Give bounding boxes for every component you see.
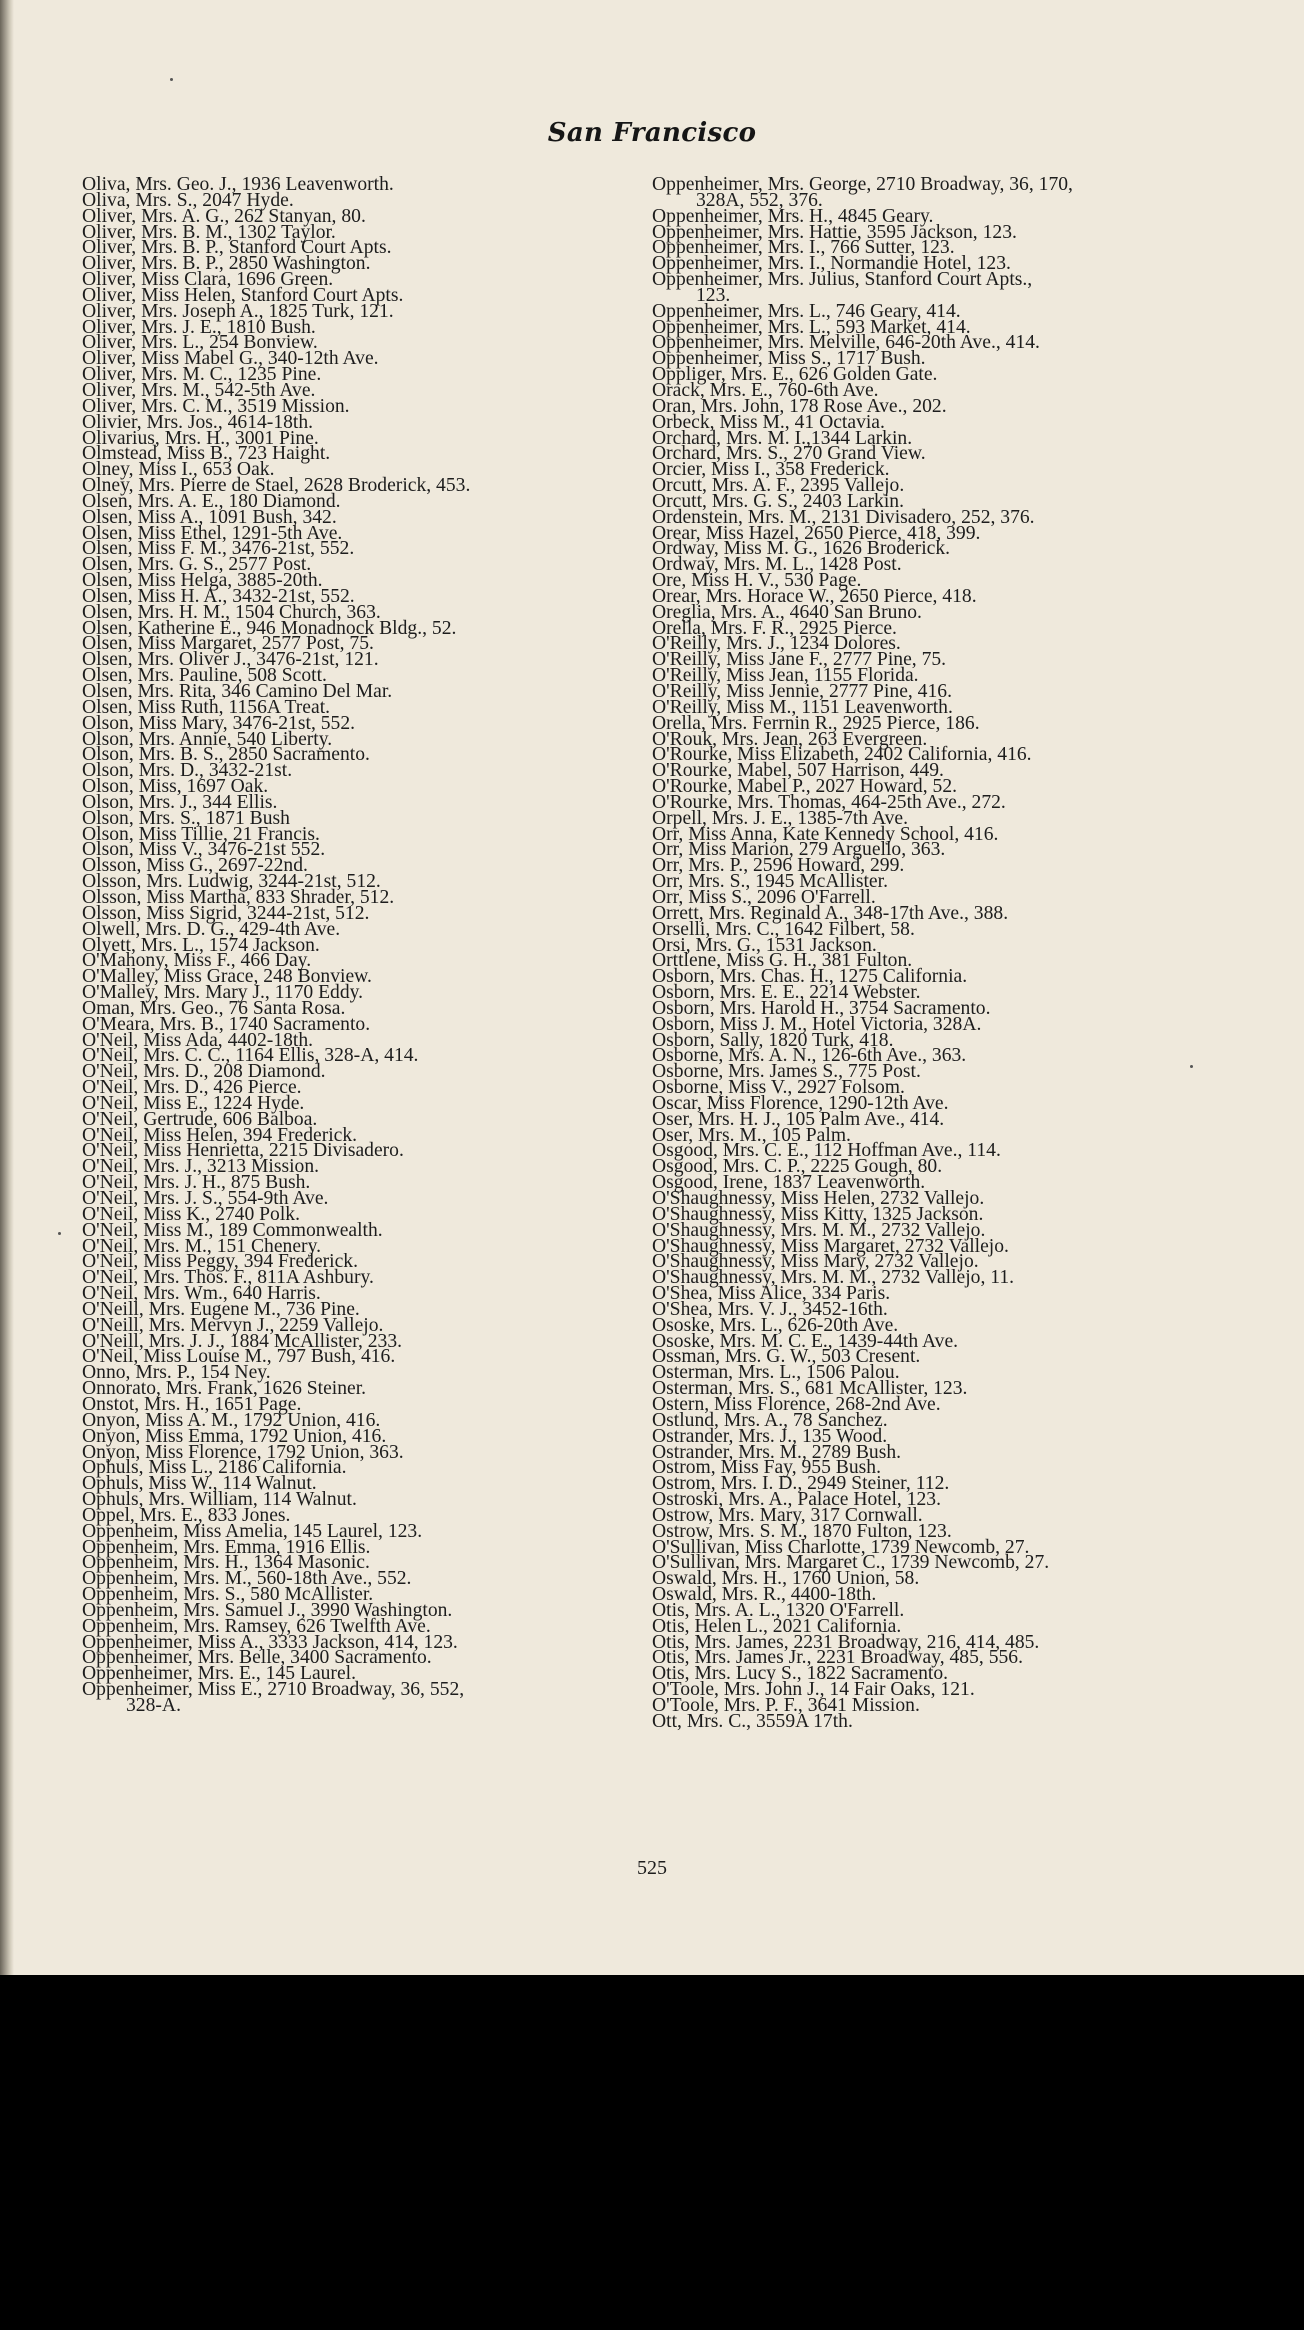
directory-entry: O'Shaughnessy, Miss Mary, 2732 Vallejo. (652, 1251, 979, 1273)
directory-entry: O'Shaughnessy, Miss Helen, 2732 Vallejo. (652, 1188, 985, 1209)
paper-speck (1190, 1065, 1193, 1068)
directory-entry: Osborne, Mrs. James S., 775 Post. (652, 1061, 921, 1083)
directory-entry: Onyon, Miss Florence, 1792 Union, 363. (82, 1441, 404, 1463)
directory-entry: O'Toole, Mrs. P. F., 3641 Mission. (652, 1695, 920, 1716)
directory-entry: Olivarius, Mrs. H., 3001 Pine. (82, 427, 319, 449)
directory-entry: Ostrow, Mrs. S. M., 1870 Fulton, 123. (652, 1520, 952, 1542)
paper-speck (58, 1232, 61, 1235)
directory-entry: Oppenheim, Mrs. Samuel J., 3990 Washington. (82, 1599, 453, 1621)
directory-entry: Oliver, Mrs. B. P., 2850 Washington. (82, 253, 371, 275)
directory-entry: O'Rouk, Mrs. Jean, 263 Evergreen. (652, 728, 928, 750)
directory-entry: Osborn, Mrs. Chas. H., 1275 California. (652, 966, 968, 988)
directory-entry: O'Rourke, Miss Elizabeth, 2402 California, 416. (652, 744, 1032, 766)
directory-entry: Orack, Mrs. E., 760-6th Ave. (652, 379, 879, 401)
directory-entry: Orttlene, Miss G. H., 381 Fulton. (652, 950, 913, 972)
directory-entry: Osborn, Mrs. Harold H., 3754 Sacramento. (652, 997, 991, 1019)
directory-entry: Otis, Mrs. Lucy S., 1822 Sacramento. (652, 1663, 949, 1685)
directory-entry: Osgood, Irene, 1837 Leavenworth. (652, 1172, 926, 1194)
directory-entry: Ossman, Mrs. G. W., 503 Cresent. (652, 1346, 921, 1368)
directory-entry: Olsen, Miss A., 1091 Bush, 342. (82, 506, 337, 528)
directory-entry: Oppenheimer, Mrs. L., 593 Market, 414. (652, 316, 971, 338)
directory-entry: Olsen, Miss F. M., 3476-21st, 552. (82, 538, 355, 560)
directory-entry: O'Toole, Mrs. John J., 14 Fair Oaks, 121. (652, 1679, 975, 1701)
directory-entry: Ordway, Mrs. M. L., 1428 Post. (652, 554, 902, 576)
directory-entry: Oliver, Miss Mabel G., 340-12th Ave. (82, 348, 379, 370)
directory-entry: Osterman, Mrs. L., 1506 Palou. (652, 1362, 900, 1384)
directory-entry: O'Reilly, Miss M., 1151 Leavenworth. (652, 696, 953, 718)
directory-entry: Olson, Miss, 1697 Oak. (82, 776, 269, 798)
directory-entry: O'Neil, Miss Peggy, 394 Frederick. (82, 1251, 358, 1273)
paper-speck (170, 78, 173, 81)
directory-entry: Osborn, Mrs. E. E., 2214 Webster. (652, 982, 921, 1004)
directory-entry: Olivier, Mrs. Jos., 4614-18th. (82, 411, 314, 433)
directory-entry: Oppenheimer, Miss E., 2710 Broadway, 36, 552, (82, 1679, 465, 1701)
directory-entry: Oppenheim, Mrs. S., 580 McAllister. (82, 1584, 374, 1606)
directory-entry: Ostrom, Miss Fay, 955 Bush. (652, 1457, 881, 1479)
directory-entry: Orbeck, Miss M., 41 Octavia. (652, 411, 885, 433)
directory-entry: Oppenheimer, Mrs. Belle, 3400 Sacramento. (82, 1647, 432, 1669)
directory-entry: Otis, Helen L., 2021 California. (652, 1615, 902, 1637)
directory-entry: Ostrander, Mrs. M., 2789 Bush. (652, 1441, 902, 1463)
binding-shadow (0, 0, 14, 1975)
directory-entry: O'Neil, Miss E., 1224 Hyde. (82, 1092, 305, 1114)
directory-entry: Oliver, Mrs. B. M., 1302 Taylor. (82, 221, 336, 243)
directory-entry: O'Shea, Miss Alice, 334 Paris. (652, 1283, 891, 1305)
directory-entry: Orcutt, Mrs. G. S., 2403 Larkin. (652, 490, 904, 512)
directory-entry: O'Neil, Mrs. C. C., 1164 Ellis, 328-A, 414. (82, 1045, 419, 1067)
directory-entry: O'Shaughnessy, Miss Kitty, 1325 Jackson. (652, 1203, 984, 1225)
directory-entry: Onstot, Mrs. H., 1651 Page. (82, 1393, 302, 1415)
directory-entry: O'Reilly, Miss Jennie, 2777 Pine, 416. (652, 681, 952, 702)
directory-entry: O'Mahony, Miss F., 466 Day. (82, 950, 312, 972)
directory-entry: Oppenheimer, Mrs. I., Normandie Hotel, 123. (652, 253, 1011, 275)
directory-entry: Osgood, Mrs. C. P., 2225 Gough, 80. (652, 1156, 943, 1178)
directory-entry: O'Neil, Mrs. J. H., 875 Bush. (82, 1172, 311, 1194)
directory-entry: Ophuls, Miss W., 114 Walnut. (82, 1473, 317, 1495)
directory-entry: Olney, Miss I., 653 Oak. (82, 459, 275, 481)
directory-entry: Olyett, Mrs. L., 1574 Jackson. (82, 934, 320, 956)
directory-entry: Olson, Mrs. Annie, 540 Liberty. (82, 728, 333, 750)
directory-entry: Osborn, Sally, 1820 Turk, 418. (652, 1029, 894, 1051)
directory-entry: Oran, Mrs. John, 178 Rose Ave., 202. (652, 395, 947, 417)
directory-entry: O'Neil, Miss Louise M., 797 Bush, 416. (82, 1346, 396, 1368)
directory-entry: Orear, Miss Hazel, 2650 Pierce, 418, 399. (652, 522, 981, 544)
page-number: 525 (637, 1857, 667, 1879)
directory-entry: Oppenheim, Mrs. M., 560-18th Ave., 552. (82, 1568, 412, 1590)
left-column (82, 174, 642, 1716)
directory-entry: Onyon, Miss A. M., 1792 Union, 416. (82, 1409, 381, 1431)
directory-entry: O'Rourke, Mrs. Thomas, 464-25th Ave., 272. (652, 791, 1006, 813)
directory-entry: Olson, Mrs. B. S., 2850 Sacramento. (82, 744, 370, 766)
directory-entry: Orcutt, Mrs. A. F., 2395 Vallejo. (652, 475, 905, 497)
directory-entry: Orsi, Mrs. G., 1531 Jackson. (652, 934, 877, 956)
directory-entry: Ore, Miss H. V., 530 Page. (652, 570, 862, 592)
directory-entry: O'Rourke, Mabel P., 2027 Howard, 52. (652, 776, 958, 798)
directory-entry: Oppenheimer, Mrs. L., 746 Geary, 414. (652, 300, 961, 322)
right-column (652, 174, 1232, 1732)
directory-entry: Olney, Mrs. Pierre de Stael, 2628 Broderick, 453. (82, 475, 471, 497)
directory-entry: Oppliger, Mrs. E., 626 Golden Gate. (652, 364, 938, 386)
directory-entry: Oliver, Mrs. A. G., 262 Stanyan, 80. (82, 205, 366, 227)
directory-entry: O'Neil, Miss Ada, 4402-18th. (82, 1029, 314, 1051)
directory-entry: Ostlund, Mrs. A., 78 Sanchez. (652, 1409, 888, 1431)
directory-entry: Ott, Mrs. C., 3559A 17th. (652, 1710, 853, 1732)
directory-entry: Orselli, Mrs. C., 1642 Filbert, 58. (652, 918, 915, 940)
directory-entry: Ostrow, Mrs. Mary, 317 Cornwall. (652, 1504, 923, 1526)
directory-entry: O'Neil, Mrs. D., 208 Diamond. (82, 1061, 326, 1083)
directory-entry: Oliver, Miss Helen, Stanford Court Apts. (82, 284, 404, 306)
directory-entry: Oppenheimer, Mrs. Hattie, 3595 Jackson, 123. (652, 221, 1017, 243)
directory-entry: Oliver, Mrs. B. P., Stanford Court Apts. (82, 237, 392, 259)
directory-entry: O'Neil, Mrs. Wm., 640 Harris. (82, 1283, 321, 1305)
directory-entry: Oppenheimer, Miss A., 3333 Jackson, 414, 123. (82, 1631, 458, 1653)
directory-entry: Olsen, Mrs. G. S., 2577 Post. (82, 554, 312, 576)
directory-entry: Ososke, Mrs. L., 626-20th Ave. (652, 1314, 899, 1336)
directory-entry: Ostrom, Mrs. I. D., 2949 Steiner, 112. (652, 1473, 950, 1495)
directory-entry: O'Shaughnessy, Miss Margaret, 2732 Vallejo. (652, 1235, 1009, 1257)
directory-entry: Oswald, Mrs. H., 1760 Union, 58. (652, 1568, 920, 1590)
directory-entry: Oliver, Mrs. M. C., 1235 Pine. (82, 364, 322, 386)
directory-entry: Olson, Mrs. S., 1871 Bush (82, 807, 290, 829)
directory-entry: Ophuls, Mrs. William, 114 Walnut. (82, 1489, 357, 1511)
directory-entry: Oppenheim, Mrs. H., 1364 Masonic. (82, 1552, 370, 1574)
directory-entry: Orella, Mrs. Ferrnin R., 2925 Pierce, 186. (652, 712, 980, 734)
directory-entry: Olmstead, Miss B., 723 Haight. (82, 443, 331, 465)
directory-entry: O'Neil, Mrs. M., 151 Chenery. (82, 1235, 321, 1257)
directory-entry: Oppenheim, Mrs. Emma, 1916 Ellis. (82, 1536, 371, 1558)
directory-entry: Olsen, Miss Ethel, 1291-5th Ave. (82, 522, 343, 544)
directory-entry: O'Neil, Miss K., 2740 Polk. (82, 1203, 300, 1225)
directory-entry: Olsson, Miss Martha, 833 Shrader, 512. (82, 886, 395, 908)
directory-entry: Oliver, Mrs. Joseph A., 1825 Turk, 121. (82, 300, 394, 322)
directory-entry-continuation: 328-A. (126, 1695, 181, 1716)
directory-entry: Orchard, Mrs. M. I.,1344 Larkin. (652, 427, 913, 449)
directory-entry: Osterman, Mrs. S., 681 McAllister, 123. (652, 1378, 968, 1400)
directory-entry: Ostroski, Mrs. A., Palace Hotel, 123. (652, 1489, 941, 1511)
directory-entry: Olson, Miss Tillie, 21 Francis. (82, 823, 320, 845)
directory-entry: O'Neill, Mrs. J. J., 1884 McAllister, 233. (82, 1330, 403, 1352)
directory-entry: Oppenheim, Mrs. Ramsey, 626 Twelfth Ave. (82, 1615, 431, 1637)
directory-entry: Olson, Miss Mary, 3476-21st, 552. (82, 712, 356, 734)
directory-entry: Olsen, Mrs. H. M., 1504 Church, 363. (82, 601, 381, 623)
directory-entry: Olsson, Miss G., 2697-22nd. (82, 855, 308, 877)
directory-entry: Orr, Miss Anna, Kate Kennedy School, 416. (652, 823, 999, 845)
directory-entry: Otis, Mrs. James Jr., 2231 Broadway, 485, 556. (652, 1647, 1023, 1669)
directory-entry: O'Reilly, Miss Jean, 1155 Florida. (652, 665, 919, 687)
directory-entry: O'Meara, Mrs. B., 1740 Sacramento. (82, 1013, 371, 1035)
directory-entry: Olsen, Miss Margaret, 2577 Post, 75. (82, 633, 374, 655)
directory-entry: Olson, Miss V., 3476-21st 552. (82, 839, 326, 861)
directory-entry-continuation: 123. (696, 284, 731, 306)
directory-entry: Orr, Miss S., 2096 O'Farrell. (652, 886, 876, 908)
directory-entry: Olsson, Mrs. Ludwig, 3244-21st, 512. (82, 871, 381, 893)
directory-entry: O'Sullivan, Mrs. Margaret C., 1739 Newcomb, 27. (652, 1552, 1050, 1574)
directory-entry: Orpell, Mrs. J. E., 1385-7th Ave. (652, 807, 908, 829)
directory-entry: Oppenheimer, Miss S., 1717 Bush. (652, 348, 926, 370)
directory-entry: Oppenheimer, Mrs. H., 4845 Geary. (652, 205, 934, 227)
directory-entry: Oliva, Mrs. Geo. J., 1936 Leavenworth. (82, 174, 394, 195)
directory-entry: O'Malley, Miss Grace, 248 Bonview. (82, 966, 372, 988)
directory-entry: Ostern, Miss Florence, 268-2nd Ave. (652, 1393, 941, 1415)
directory-entry: O'Neil, Mrs. D., 426 Pierce. (82, 1077, 302, 1099)
directory-entry: Oppel, Mrs. E., 833 Jones. (82, 1504, 291, 1526)
directory-entry: Otis, Mrs. A. L., 1320 O'Farrell. (652, 1599, 905, 1621)
page-title: San Francisco (547, 118, 757, 148)
directory-entry: Onnorato, Mrs. Frank, 1626 Steiner. (82, 1378, 367, 1400)
directory-entry: Otis, Mrs. James, 2231 Broadway, 216, 414, 485. (652, 1631, 1040, 1653)
directory-entry: O'Neil, Miss M., 189 Commonwealth. (82, 1219, 383, 1241)
directory-entry: O'Neil, Mrs. J. S., 554-9th Ave. (82, 1188, 329, 1209)
directory-entry: O'Reilly, Miss Jane F., 2777 Pine, 75. (652, 649, 947, 671)
directory-entry: Olsen, Mrs. Rita, 346 Camino Del Mar. (82, 681, 393, 702)
directory-entry: O'Rourke, Mabel, 507 Harrison, 449. (652, 760, 944, 782)
directory-entry: O'Neill, Mrs. Eugene M., 736 Pine. (82, 1298, 360, 1320)
directory-entry: Olsen, Miss Ruth, 1156A Treat. (82, 696, 331, 718)
directory-entry: Oser, Mrs. M., 105 Palm. (652, 1124, 851, 1146)
directory-entry: Oppenheimer, Mrs. I., 766 Sutter, 123. (652, 237, 955, 259)
directory-entry: Oscar, Miss Florence, 1290-12th Ave. (652, 1092, 949, 1114)
directory-entry: Olsen, Mrs. Pauline, 508 Scott. (82, 665, 327, 687)
directory-entry: Onno, Mrs. P., 154 Ney. (82, 1362, 271, 1384)
directory-entry: Oliver, Mrs. L., 254 Bonview. (82, 332, 318, 354)
directory-entry: Oliver, Miss Clara, 1696 Green. (82, 269, 334, 291)
directory-entry: O'Malley, Mrs. Mary J., 1170 Eddy. (82, 982, 364, 1004)
directory-entry: Olson, Mrs. J., 344 Ellis. (82, 791, 278, 813)
directory-entry: Orr, Mrs. P., 2596 Howard, 299. (652, 855, 905, 877)
directory-entry: O'Neil, Mrs. J., 3213 Mission. (82, 1156, 320, 1178)
directory-entry: Oppenheimer, Mrs. Julius, Stanford Court Apts., (652, 269, 1033, 291)
directory-entry: O'Neil, Miss Helen, 394 Frederick. (82, 1124, 358, 1146)
directory-entry: Orella, Mrs. F. R., 2925 Pierce. (652, 617, 897, 639)
directory-entry: O'Neill, Mrs. Mervyn J., 2259 Vallejo. (82, 1314, 384, 1336)
directory-entry: Orcier, Miss I., 358 Frederick. (652, 459, 890, 481)
directory-entry: Oliver, Mrs. M., 542-5th Ave. (82, 379, 316, 401)
directory-entry: O'Shea, Mrs. V. J., 3452-16th. (652, 1298, 888, 1320)
directory-entry: Oppenheim, Miss Amelia, 145 Laurel, 123. (82, 1520, 423, 1542)
directory-entry: Osborne, Miss V., 2927 Folsom. (652, 1077, 905, 1099)
directory-entry: O'Reilly, Mrs. J., 1234 Dolores. (652, 633, 901, 655)
directory-entry: O'Neil, Gertrude, 606 Balboa. (82, 1108, 318, 1130)
directory-entry: Ordway, Miss M. G., 1626 Broderick. (652, 538, 951, 560)
directory-entry: Ososke, Mrs. M. C. E., 1439-44th Ave. (652, 1330, 959, 1352)
directory-entry: Onyon, Miss Emma, 1792 Union, 416. (82, 1425, 387, 1447)
directory-entry: Oppenheimer, Mrs. George, 2710 Broadway, 36, 170, (652, 174, 1073, 195)
directory-entry: Ostrander, Mrs. J., 135 Wood. (652, 1425, 888, 1447)
directory-entry: O'Sullivan, Miss Charlotte, 1739 Newcomb, 27. (652, 1536, 1030, 1558)
directory-entry: Olsen, Mrs. A. E., 180 Diamond. (82, 490, 341, 512)
directory-entry: Orchard, Mrs. S., 270 Grand View. (652, 443, 926, 465)
directory-entry: Olsen, Miss Helga, 3885-20th. (82, 570, 323, 592)
directory-entry: Olson, Mrs. D., 3432-21st. (82, 760, 293, 782)
directory-entry: Olwell, Mrs. D. G., 429-4th Ave. (82, 918, 341, 940)
directory-entry: O'Shaughnessy, Mrs. M. M., 2732 Vallejo. (652, 1219, 986, 1241)
directory-entry: O'Shaughnessy, Mrs. M. M., 2732 Vallejo, 11. (652, 1267, 1015, 1289)
directory-entry: Oppenheimer, Mrs. E., 145 Laurel. (82, 1663, 356, 1685)
directory-entry: Oliva, Mrs. S., 2047 Hyde. (82, 189, 294, 211)
directory-entry: Oswald, Mrs. R., 4400-18th. (652, 1584, 877, 1606)
directory-entry: Oser, Mrs. H. J., 105 Palm Ave., 414. (652, 1108, 945, 1130)
directory-entry: Osgood, Mrs. C. E., 112 Hoffman Ave., 114. (652, 1140, 1001, 1162)
directory-entry: Oliver, Mrs. C. M., 3519 Mission. (82, 395, 350, 417)
directory-entry-continuation: 328A, 552, 376. (696, 189, 823, 211)
directory-entry: Orrett, Mrs. Reginald A., 348-17th Ave., 388. (652, 902, 1009, 924)
directory-entry: Osborn, Miss J. M., Hotel Victoria, 328A. (652, 1013, 982, 1035)
directory-entry: Oreglia, Mrs. A., 4640 San Bruno. (652, 601, 922, 623)
directory-entry: Olsen, Miss H. A., 3432-21st, 552. (82, 585, 355, 607)
directory-entry: Ordenstein, Mrs. M., 2131 Divisadero, 252, 376. (652, 506, 1035, 528)
directory-entry: Olsson, Miss Sigrid, 3244-21st, 512. (82, 902, 370, 924)
directory-entry: Ophuls, Miss L., 2186 California. (82, 1457, 347, 1479)
directory-entry: O'Neil, Mrs. Thos. F., 811A Ashbury. (82, 1267, 374, 1289)
directory-entry: Orr, Mrs. S., 1945 McAllister. (652, 871, 888, 893)
directory-entry: O'Neil, Miss Henrietta, 2215 Divisadero. (82, 1140, 404, 1162)
directory-entry: Oman, Mrs. Geo., 76 Santa Rosa. (82, 997, 346, 1019)
directory-entry: Orear, Mrs. Horace W., 2650 Pierce, 418. (652, 585, 977, 607)
directory-entry: Orr, Miss Marion, 279 Arguello, 363. (652, 839, 946, 861)
directory-entry: Oliver, Mrs. J. E., 1810 Bush. (82, 316, 316, 338)
directory-entry: Osborne, Mrs. A. N., 126-6th Ave., 363. (652, 1045, 967, 1067)
directory-entry: Olsen, Mrs. Oliver J., 3476-21st, 121. (82, 649, 379, 671)
directory-entry: Oppenheimer, Mrs. Melville, 646-20th Ave., 414. (652, 332, 1040, 354)
directory-entry: Olsen, Katherine E., 946 Monadnock Bldg., 52. (82, 617, 457, 639)
